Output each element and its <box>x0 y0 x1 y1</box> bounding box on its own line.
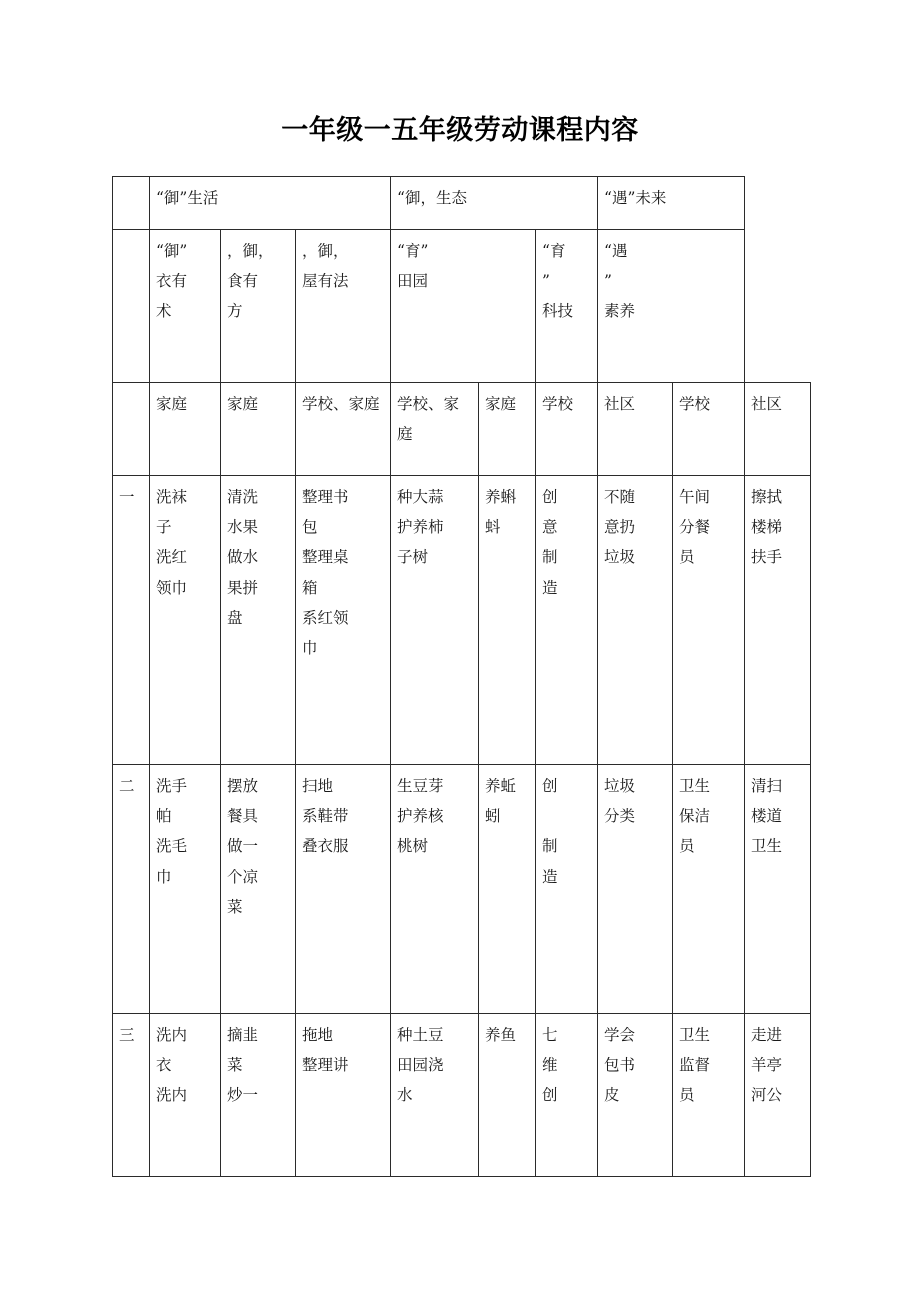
venue-cell: 家庭 <box>221 383 296 476</box>
cell-line: 洗毛 <box>156 837 188 856</box>
cell-text <box>751 482 805 573</box>
cell-line: 卫生 <box>751 837 783 856</box>
cell-line: “御” <box>156 242 188 260</box>
activity-cell <box>391 765 479 1014</box>
venue-cell: 家庭 <box>479 383 536 476</box>
cell-line: 整理书 <box>302 488 349 506</box>
cell-line: 科技 <box>542 302 574 321</box>
cell-line: 楼道 <box>751 807 783 826</box>
cell-text <box>156 771 215 892</box>
cell-text <box>227 1020 290 1111</box>
cell-line: 擦拭 <box>751 488 783 506</box>
cell-line: 养蝌 <box>485 488 517 506</box>
cell-line: 清扫 <box>751 777 783 795</box>
activity-cell <box>221 765 296 1014</box>
cell-line: 生豆芽 <box>397 777 444 795</box>
venue-cell: 家庭 <box>150 383 221 476</box>
activity-cell <box>479 765 536 1014</box>
cell-text <box>302 771 385 862</box>
cell-line: 桃树 <box>397 837 429 856</box>
cell-line: 巾 <box>302 639 318 658</box>
cell-text <box>751 1020 805 1111</box>
cell-line: 菜 <box>227 897 243 916</box>
cell-text <box>542 1020 592 1111</box>
cell-line: ” <box>542 272 550 291</box>
activity-cell <box>673 765 745 1014</box>
cell-line: 方 <box>227 302 243 321</box>
cell-text <box>485 482 530 542</box>
cell-line: 意 <box>542 518 558 537</box>
cell-line: 监督 <box>679 1056 711 1075</box>
cell-text <box>156 482 215 603</box>
cell-line: 蚪 <box>485 518 501 537</box>
cell-line: 做水 <box>227 548 259 567</box>
venue-cell: 学校、家庭 <box>391 383 479 476</box>
cell-line: 系红领 <box>302 608 349 627</box>
band-group-header: “遇”未来 <box>598 177 745 230</box>
cell-line: 护养柿 <box>397 518 444 537</box>
activity-cell <box>150 765 221 1014</box>
cell-line: 盘 <box>227 608 243 627</box>
cell-text <box>397 482 473 573</box>
cell-text <box>604 771 667 831</box>
cell-line: 衣 <box>156 1056 172 1075</box>
activity-cell <box>745 765 811 1014</box>
venue-cell: 学校 <box>673 383 745 476</box>
activity-cell <box>745 476 811 765</box>
band-corner-cell <box>113 177 150 230</box>
activity-cell <box>391 1014 479 1177</box>
band-group-header: “御，生态 <box>391 177 598 230</box>
cell-line: 创 <box>542 488 558 506</box>
activity-cell <box>673 476 745 765</box>
cell-line: 护养核 <box>397 807 444 826</box>
cell-line: 河公 <box>751 1086 783 1105</box>
cell-text <box>302 482 385 663</box>
band-group-header: “御”生活 <box>150 177 391 230</box>
cell-line: 衣有 <box>156 272 188 291</box>
cell-line: 餐具 <box>227 807 259 826</box>
cell-line: 造 <box>542 578 558 597</box>
cell-text <box>542 482 592 603</box>
cell-line: 个凉 <box>227 867 259 886</box>
cell-line: 分类 <box>604 807 636 826</box>
theme-header-cell <box>150 230 221 383</box>
cell-line: 子 <box>156 518 172 537</box>
activity-cell <box>479 476 536 765</box>
cell-line: “育 <box>542 242 566 260</box>
cell-line: 创 <box>542 1086 558 1105</box>
labor-curriculum-table-wrapper <box>112 176 809 1177</box>
cell-line: 扶手 <box>751 548 783 567</box>
cell-line: 员 <box>679 1086 695 1105</box>
venue-cell: 学校、家庭 <box>296 383 391 476</box>
activity-cell <box>391 476 479 765</box>
cell-line: 制 <box>542 548 558 567</box>
cell-line: 卫生 <box>679 777 711 795</box>
activity-cell <box>479 1014 536 1177</box>
cell-line: 种土豆 <box>397 1026 444 1044</box>
labor-curriculum-table <box>112 176 811 1177</box>
cell-line: 帕 <box>156 807 172 826</box>
cell-text <box>679 1020 739 1111</box>
cell-line: 摆放 <box>227 777 259 795</box>
cell-text <box>227 482 290 633</box>
cell-line: 拖地 <box>302 1026 334 1044</box>
cell-line: 种大蒜 <box>397 488 444 506</box>
cell-line: 屋有法 <box>302 272 349 291</box>
table-row-grade <box>113 1014 811 1177</box>
cell-line: 洗袜 <box>156 488 188 506</box>
cell-line: 术 <box>156 302 172 321</box>
venue-cell: 社区 <box>598 383 673 476</box>
venue-cell: 社区 <box>745 383 811 476</box>
grade-label-cell: 一 <box>113 476 150 765</box>
cell-line: 养鱼 <box>485 1026 517 1044</box>
theme-header-cell <box>536 230 598 383</box>
cell-text <box>302 1020 385 1080</box>
table-row-grade <box>113 476 811 765</box>
cell-line: 午间 <box>679 488 711 506</box>
theme-corner-cell <box>113 230 150 383</box>
activity-cell <box>536 765 598 1014</box>
cell-line: 整理讲 <box>302 1056 349 1075</box>
activity-cell <box>221 476 296 765</box>
grade-label-cell: 三 <box>113 1014 150 1177</box>
activity-cell <box>150 1014 221 1177</box>
table-row-grade <box>113 765 811 1014</box>
activity-cell <box>598 1014 673 1177</box>
cell-line: 炒一 <box>227 1086 259 1105</box>
cell-line: 果拼 <box>227 578 259 597</box>
cell-line: 菜 <box>227 1056 243 1075</box>
cell-line: ，御， <box>227 242 274 260</box>
activity-cell <box>221 1014 296 1177</box>
cell-line: 洗红 <box>156 548 188 567</box>
cell-line: 叠衣服 <box>302 837 349 856</box>
cell-line: 意扔 <box>604 518 636 537</box>
theme-header-cell <box>391 230 536 383</box>
cell-text <box>542 236 592 327</box>
cell-line: 包书 <box>604 1056 636 1075</box>
cell-line: 七 <box>542 1026 558 1044</box>
cell-line: 不随 <box>604 488 636 506</box>
cell-line: 摘韭 <box>227 1026 259 1044</box>
cell-line: 创 <box>542 777 558 795</box>
table-row-theme <box>113 230 811 383</box>
table-row-band <box>113 177 811 230</box>
cell-text <box>227 236 290 327</box>
cell-line: 楼梯 <box>751 518 783 537</box>
cell-text <box>485 771 530 831</box>
cell-line: 素养 <box>604 302 636 321</box>
activity-cell <box>296 765 391 1014</box>
cell-text <box>156 1020 215 1111</box>
cell-line: 清洗 <box>227 488 259 506</box>
cell-text <box>227 771 290 922</box>
cell-line: 保洁 <box>679 807 711 826</box>
activity-cell <box>745 1014 811 1177</box>
cell-line: 皮 <box>604 1086 620 1105</box>
activity-cell <box>673 1014 745 1177</box>
cell-line: ” <box>604 272 612 291</box>
cell-line: 做一 <box>227 837 259 856</box>
cell-line: “遇 <box>604 242 628 260</box>
theme-header-cell <box>221 230 296 383</box>
cell-text <box>679 771 739 862</box>
activity-cell <box>598 765 673 1014</box>
activity-cell <box>296 1014 391 1177</box>
cell-line: 养蚯 <box>485 777 517 795</box>
activity-cell <box>296 476 391 765</box>
cell-line <box>542 801 592 831</box>
cell-text <box>302 236 385 296</box>
table-row-venue <box>113 383 811 476</box>
cell-line: 羊亭 <box>751 1056 783 1075</box>
cell-text <box>751 771 805 862</box>
cell-line: “育” <box>397 242 429 260</box>
cell-text <box>485 1020 530 1050</box>
cell-line: 垃圾 <box>604 548 636 567</box>
cell-line: 水 <box>397 1086 413 1105</box>
cell-line: 水果 <box>227 518 259 537</box>
cell-line: 卫生 <box>679 1026 711 1044</box>
cell-text <box>542 771 592 892</box>
cell-line: 整理桌 <box>302 548 349 567</box>
activity-cell <box>598 476 673 765</box>
cell-line: 箱 <box>302 578 318 597</box>
cell-line: 田园浇 <box>397 1056 444 1075</box>
cell-line: 造 <box>542 867 558 886</box>
grade-label-cell: 二 <box>113 765 150 1014</box>
activity-cell <box>150 476 221 765</box>
venue-cell: 学校 <box>536 383 598 476</box>
cell-line: 分餐 <box>679 518 711 537</box>
cell-line: 制 <box>542 837 558 856</box>
cell-line: 垃圾 <box>604 777 636 795</box>
cell-line: 田园 <box>397 272 429 291</box>
cell-line: 洗内 <box>156 1026 188 1044</box>
activity-cell <box>536 476 598 765</box>
cell-text <box>604 236 739 327</box>
cell-line: 洗手 <box>156 777 188 795</box>
theme-header-cell <box>598 230 745 383</box>
cell-text <box>604 482 667 573</box>
cell-line: 蚓 <box>485 807 501 826</box>
venue-corner-cell <box>113 383 150 476</box>
cell-line: 包 <box>302 518 318 537</box>
cell-line: 洗内 <box>156 1086 188 1105</box>
cell-line: 员 <box>679 548 695 567</box>
cell-line: 食有 <box>227 272 259 291</box>
cell-line: 系鞋带 <box>302 807 349 826</box>
cell-line: 巾 <box>156 867 172 886</box>
cell-line: ，御， <box>302 242 349 260</box>
cell-line: 学会 <box>604 1026 636 1044</box>
cell-line: 走进 <box>751 1026 783 1044</box>
cell-text <box>397 771 473 862</box>
cell-text <box>397 236 530 296</box>
cell-line: 扫地 <box>302 777 334 795</box>
cell-text <box>679 482 739 573</box>
cell-line: 领巾 <box>156 578 188 597</box>
activity-cell <box>536 1014 598 1177</box>
cell-line: 员 <box>679 837 695 856</box>
theme-header-cell <box>296 230 391 383</box>
cell-text <box>156 236 215 327</box>
cell-line: 子树 <box>397 548 429 567</box>
cell-text <box>604 1020 667 1111</box>
cell-text <box>397 1020 473 1111</box>
cell-line: 维 <box>542 1056 558 1075</box>
page-title: 一年级一五年级劳动课程内容 <box>281 115 639 146</box>
